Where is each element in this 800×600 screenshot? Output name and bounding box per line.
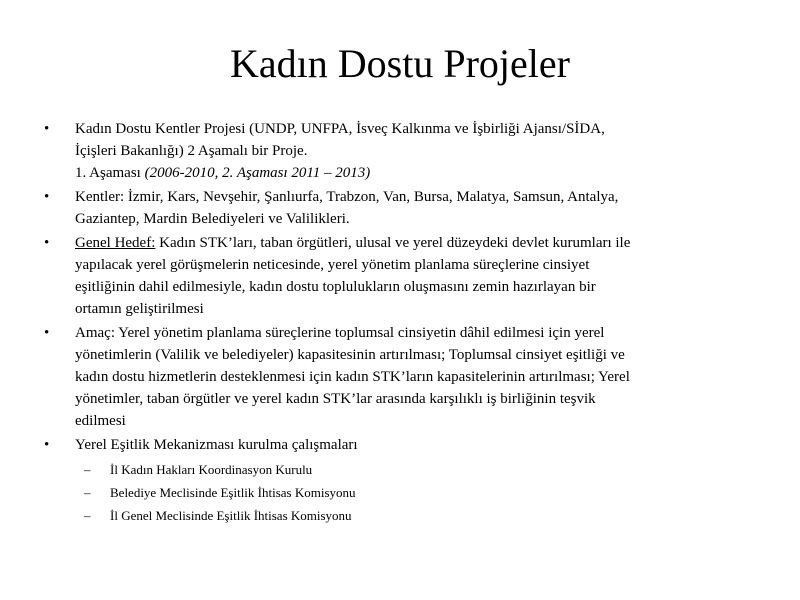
bullet-item-mechanism	[44, 434, 764, 456]
bullet-text: yapılacak yerel görüşmelerin neticesinde, yerel yönetim planlama süreçlerine cinsiyet	[75, 257, 590, 273]
bullet-text: eşitliğinin dahil edilmesiyle, kadın dostu toplulukların oluşmasını zemin hazırlayan bir	[75, 279, 596, 295]
bullet-text: Kentler: İzmir, Kars, Nevşehir, Şanlıurfa, Trabzon, Van, Bursa, Malatya, Samsun, Antalya,	[75, 189, 619, 205]
bullet-item-purpose	[44, 322, 764, 432]
bullet-text: yönetimlerin (Valilik ve belediyeler) kapasitesinin artırılması; Toplumsal cinsiyet eşitliği ve	[75, 347, 625, 363]
phase-text: 1. Aşaması	[75, 165, 145, 181]
bullet-item-project	[44, 118, 764, 184]
sub-item	[44, 481, 764, 504]
bullet-text: ortamın geliştirilmesi	[75, 301, 204, 317]
dash-icon: –	[84, 462, 91, 477]
bullet-text: yönetimler, taban örgütler ve yerel kadın STK’lar arasında karşılıklı iş birliğinin teşvik	[75, 391, 596, 407]
general-goal-text: Kadın STK’ları, taban örgütleri, ulusal ve yerel düzeydeki devlet kurumları ile	[155, 235, 631, 251]
phase-dates: (2006-2010, 2. Aşaması 2011 – 2013)	[144, 165, 371, 181]
bullet-text: kadın dostu hizmetlerin desteklenmesi için kadın STK’ların kapasitelerinin artırılması; Yerel	[75, 369, 630, 385]
sub-item	[44, 504, 764, 527]
bullet-text: Amaç: Yerel yönetim planlama süreçlerine toplumsal cinsiyetin dâhil edilmesi için yerel	[75, 325, 605, 341]
slide-title: Kadın Dostu Projeler	[230, 41, 570, 86]
general-goal-label: Genel Hedef:	[75, 235, 156, 251]
sub-item-text: Belediye Meclisinde Eşitlik İhtisas Komisyonu	[110, 485, 356, 500]
bullet-text: Yerel Eşitlik Mekanizması kurulma çalışmaları	[75, 437, 358, 453]
bullet-icon: •	[44, 325, 50, 341]
bullet-icon: •	[44, 121, 50, 137]
dash-icon: –	[84, 485, 91, 500]
bullet-text-phases	[75, 162, 764, 184]
dash-icon: –	[84, 508, 91, 523]
bullet-item-cities	[44, 186, 764, 230]
bullet-text: İçişleri Bakanlığı) 2 Aşamalı bir Proje.	[75, 143, 308, 159]
sub-item	[44, 458, 764, 481]
bullet-text: Gaziantep, Mardin Belediyeleri ve Valilikleri.	[75, 211, 350, 227]
bullet-icon: •	[44, 437, 50, 453]
bullet-item-general-goal	[44, 232, 764, 320]
bullet-text: edilmesi	[75, 413, 126, 429]
bullet-list	[44, 118, 764, 527]
sub-item-text: İl Genel Meclisinde Eşitlik İhtisas Komisyonu	[110, 508, 352, 523]
bullet-icon: •	[44, 235, 50, 251]
sub-item-text: İl Kadın Hakları Koordinasyon Kurulu	[110, 462, 313, 477]
bullet-text	[75, 232, 764, 254]
bullet-text: Kadın Dostu Kentler Projesi (UNDP, UNFPA, İsveç Kalkınma ve İşbirliği Ajansı/SİDA,	[75, 121, 605, 137]
bullet-icon: •	[44, 189, 50, 205]
